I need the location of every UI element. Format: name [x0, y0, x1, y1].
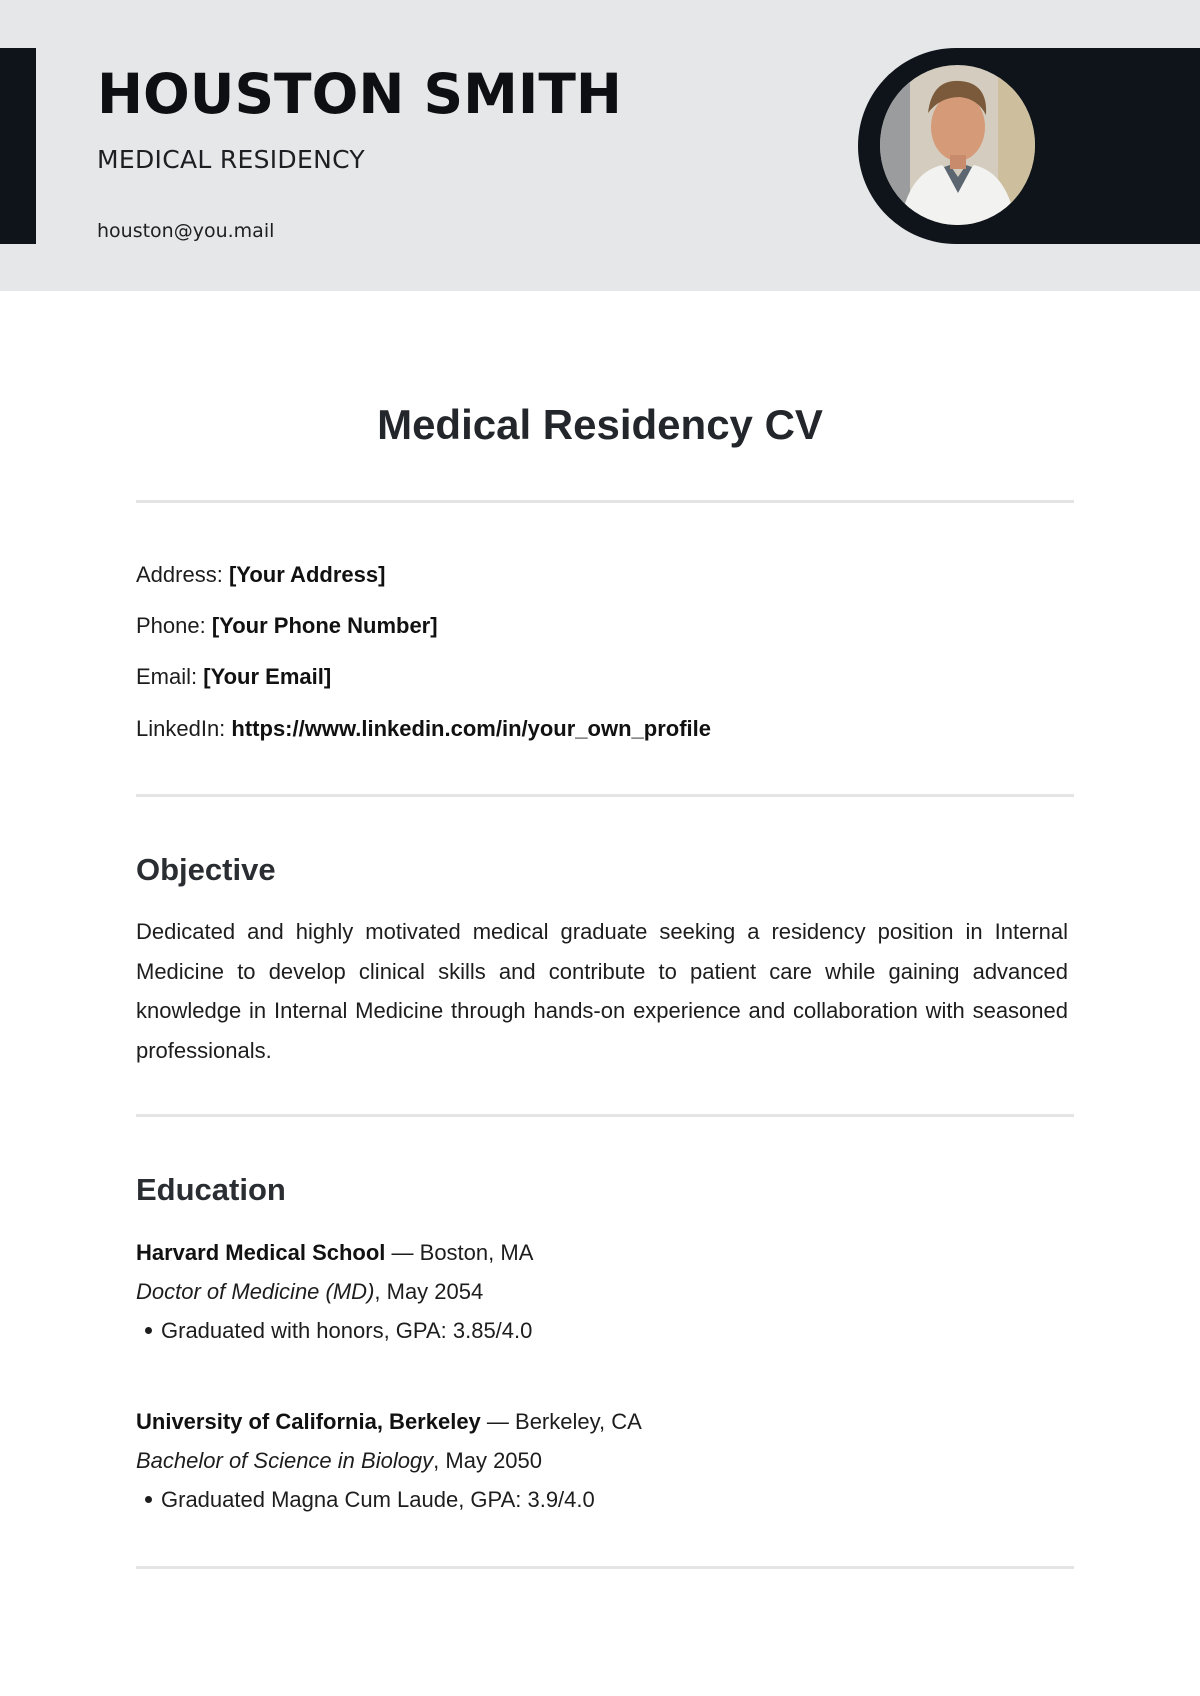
- contact-email: [136, 664, 331, 690]
- school-name: University of California, Berkeley: [136, 1409, 481, 1434]
- contact-value: [Your Address]: [228, 562, 386, 587]
- candidate-name: HOUSTON SMITH: [97, 62, 622, 126]
- education-heading: Education: [136, 1172, 286, 1207]
- contact-phone: [136, 613, 438, 639]
- contact-value: [Your Email]: [203, 664, 332, 689]
- education-school-line: [136, 1240, 533, 1266]
- school-name: Harvard Medical School: [136, 1240, 386, 1265]
- contact-linkedin: [136, 716, 711, 742]
- divider: [136, 1566, 1074, 1569]
- education-degree-line: [136, 1448, 542, 1474]
- education-detail: [145, 1318, 532, 1344]
- education-school-line: [136, 1409, 642, 1435]
- header-email[interactable]: houston@you.mail: [97, 220, 275, 242]
- objective-heading: Objective: [136, 852, 276, 887]
- contact-label: Phone:: [136, 613, 206, 638]
- document-title: Medical Residency CV: [377, 401, 823, 448]
- degree-name: Bachelor of Science in Biology: [136, 1448, 434, 1473]
- detail-text: Graduated with honors, GPA: 3.85/4.0: [161, 1318, 533, 1343]
- degree-name: Doctor of Medicine (MD): [136, 1279, 375, 1304]
- contact-value: [Your Phone Number]: [211, 613, 438, 638]
- profile-photo: [880, 65, 1035, 225]
- contact-label: LinkedIn:: [136, 716, 226, 741]
- school-location: — Berkeley, CA: [480, 1409, 642, 1434]
- objective-text: Dedicated and highly motivated medical graduate seeking a residency position in Internal Medicine to develop clinical skills and contribute to patient care while gaining advanced knowledge in Internal Medicine through hands-on experience and collaboration with seasoned professionals.: [136, 919, 1068, 1063]
- education-detail: [145, 1487, 595, 1513]
- bullet-icon: [145, 1327, 152, 1334]
- contact-address: [136, 562, 385, 588]
- detail-text: Graduated Magna Cum Laude, GPA: 3.9/4.0: [161, 1487, 595, 1512]
- divider: [136, 794, 1074, 797]
- contact-label: Address:: [136, 562, 223, 587]
- degree-date: , May 2054: [374, 1279, 484, 1304]
- bullet-icon: [145, 1496, 152, 1503]
- linkedin-link[interactable]: https://www.linkedin.com/in/your_own_profile: [231, 716, 711, 741]
- divider: [136, 500, 1074, 503]
- candidate-role: MEDICAL RESIDENCY: [97, 145, 365, 174]
- degree-date: , May 2050: [433, 1448, 543, 1473]
- header-accent-bar: [0, 48, 36, 244]
- school-location: — Boston, MA: [385, 1240, 534, 1265]
- education-degree-line: [136, 1279, 483, 1305]
- divider: [136, 1114, 1074, 1117]
- contact-label: Email:: [136, 664, 198, 689]
